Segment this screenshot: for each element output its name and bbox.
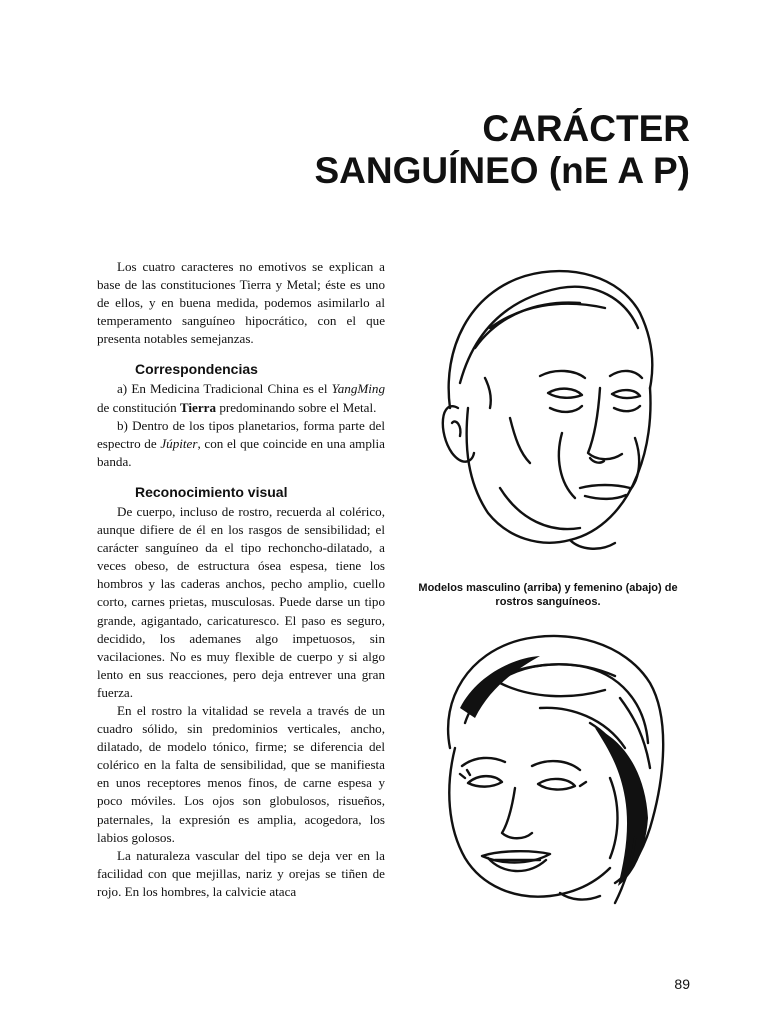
reconocimiento-paragraph-3: La naturaleza vascular del tipo se deja ver en la facilidad con que mejillas, nariz y orejas se tiñen de rojo. En los hombres, la calvicie ataca	[97, 847, 385, 899]
page-number: 89	[674, 976, 690, 992]
male-portrait-illustration	[430, 258, 675, 558]
text-run: , con el que coincide en una amplia banda.	[97, 435, 385, 469]
title-line-2: SANGUÍNEO (nE A P)	[314, 150, 690, 191]
correspondencia-a	[97, 380, 385, 416]
text-run: b) Dentro de los tipos planetarios, forma parte del espectro de	[97, 417, 385, 451]
intro-paragraph: Los cuatro caracteres no emotivos se explican a base de las constituciones Tierra y Metal; éste es uno de ellos, y en buena medida, podemos asimilarlo al temperamento sanguíneo hipocrático, con el que presenta notables semejanzas.	[97, 259, 385, 347]
section-heading-reconocimiento: Reconocimiento visual	[135, 483, 288, 500]
bold-term: Tierra	[179, 399, 217, 415]
reconocimiento-paragraph-1: De cuerpo, incluso de rostro, recuerda al colérico, aunque difiere de él en los rasgos de sensibilidad; el carácter sanguíneo da el tipo rechoncho-dilatado, a veces obeso, de estructura ósea espesa, tiene los hombros y las caderas anchos, pecho amplio, cuello corto, carnes prietas, musculosas. Puede darse un tipo grande, agigantado, caricaturesco. El paso es seguro, decidido, los ademanes algo impetuosos, sin vacilaciones. No es muy flexible de cuerpo y si algo lento en sus reacciones, pero deja entrever una gran fuerza.	[97, 503, 385, 700]
text-run: de constitución	[97, 399, 180, 415]
section-heading-correspondencias: Correspondencias	[135, 361, 258, 378]
text-column	[97, 258, 385, 901]
italic-term: YangMing	[331, 381, 385, 397]
italic-term: Júpiter	[160, 435, 198, 451]
correspondencia-b	[97, 417, 385, 471]
text-run: a) En Medicina Tradicional China es el	[117, 381, 332, 397]
portraits-caption: Modelos masculino (arriba) y femenino (abajo) de rostros sanguíneos.	[418, 582, 678, 608]
reconocimiento-paragraph-2: En el rostro la vitalidad se revela a través de un cuadro sólido, sin predominios verticales, ancho, dilatado, de modelo tónico, firme; se diferencia del colérico en la falta de sensibilidad, que se manifiesta en unos receptores menos finos, de carne espesa y poco móviles. Los ojos son globulosos, risueños, paternales, la expresión es amplia, acogedora, los labios golosos.	[97, 702, 385, 845]
title-line-1: CARÁCTER	[482, 108, 690, 149]
text-run: predominando sobre el Metal.	[216, 399, 377, 415]
page-title	[130, 108, 690, 192]
female-portrait-illustration	[420, 628, 680, 906]
